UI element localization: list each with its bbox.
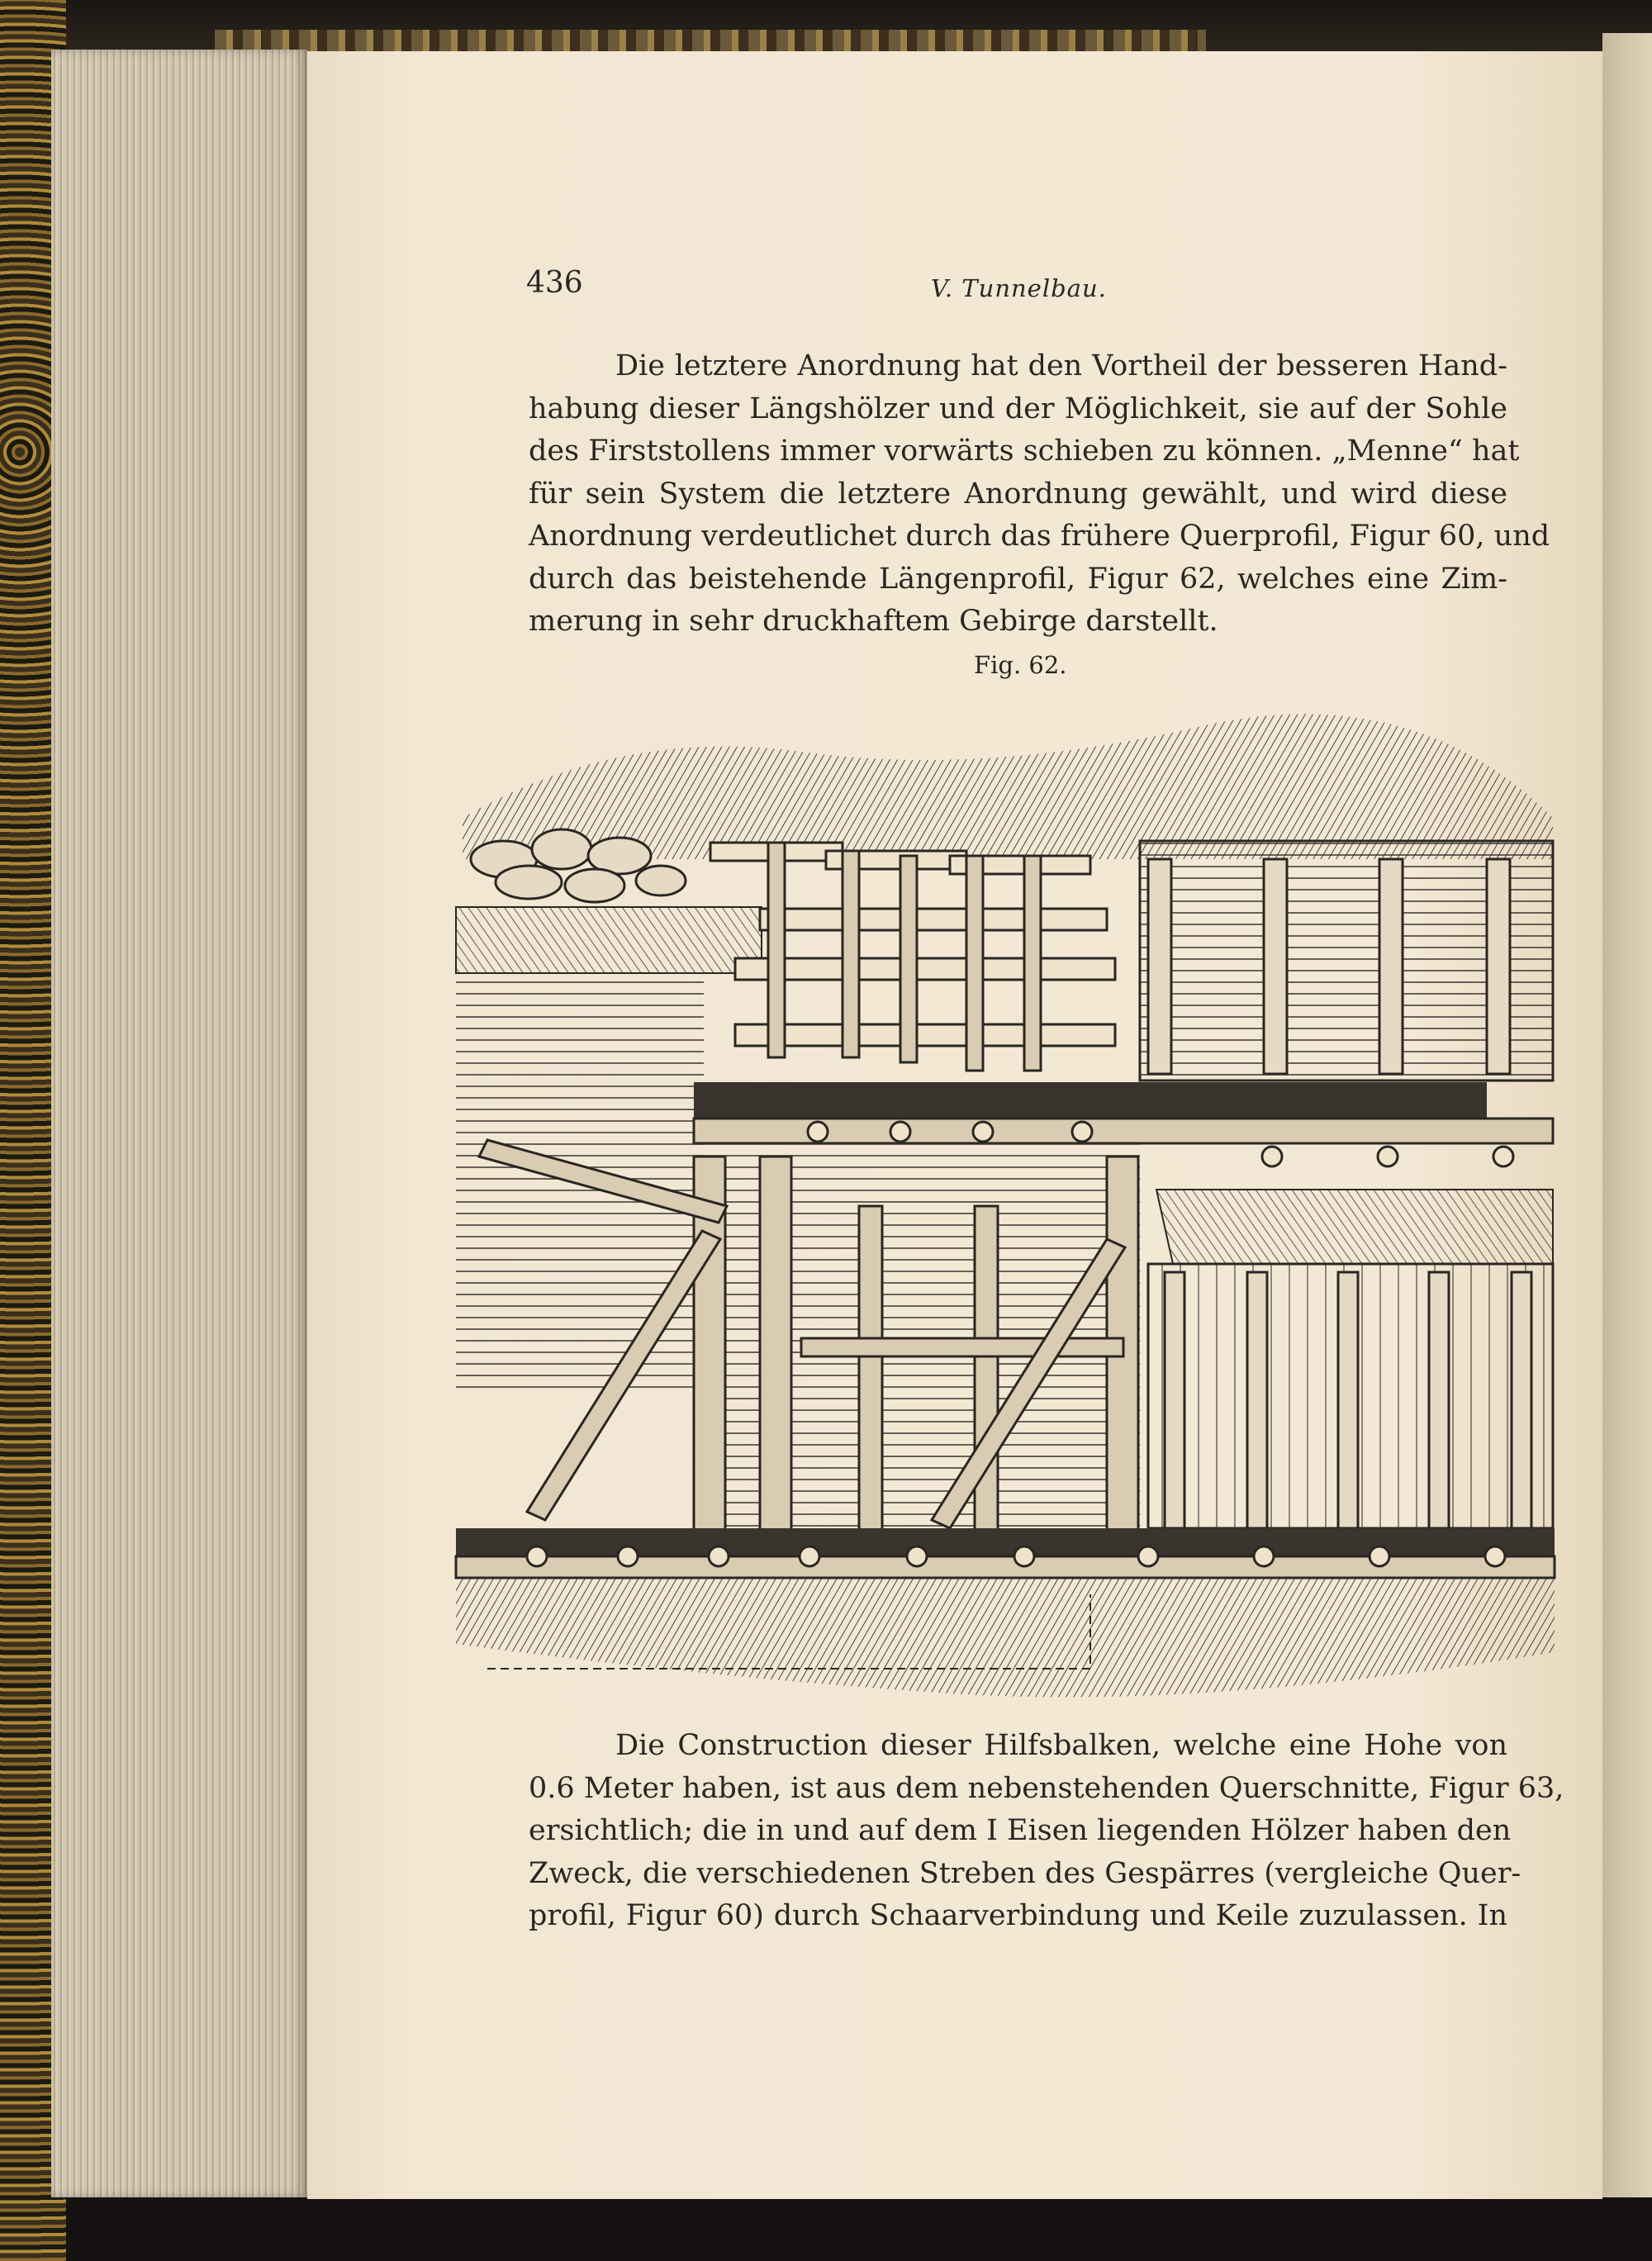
paragraph-1	[529, 345, 1550, 644]
text-line: des Firststollens immer vorwärts schieben zu können. „Menne“ hat	[529, 435, 1520, 468]
text-line: 0.6 Meter haben, ist aus dem nebenstehenden Querschnitte, Figur 63,	[529, 1771, 1564, 1805]
page-number: 436	[526, 266, 583, 300]
text-line: Anordnung verdeutlichet durch das frühere Querprofil, Figur 60, und	[529, 520, 1550, 553]
right-page-edge	[1602, 33, 1652, 2197]
marbled-edge	[215, 30, 1206, 51]
tunnel-timbering-engraving	[454, 694, 1563, 1735]
text-line: Die letztere Anordnung hat den Vortheil der besseren Hand-	[615, 349, 1507, 382]
section-title: V. Tunnelbau.	[931, 274, 1107, 302]
text-line: für sein System die letztere Anordnung gewählt, und wird diese	[529, 477, 1507, 511]
text-line: profil, Figur 60) durch Schaarverbindung und Keile zuzulassen. In	[529, 1899, 1507, 1932]
text-line: habung dieser Längshölzer und der Möglichkeit, sie auf der Sohle	[529, 392, 1507, 425]
page-stack	[51, 50, 307, 2197]
figure-caption: Fig. 62.	[974, 651, 1067, 679]
text-line: Zweck, die verschiedenen Streben des Gespärres (vergleiche Quer-	[529, 1856, 1521, 1890]
top-binding	[66, 0, 1652, 51]
text-line: durch das beistehende Längenprofil, Figur 62, welches eine Zim-	[529, 562, 1507, 596]
paragraph-2	[529, 1725, 1564, 1938]
running-head	[526, 266, 1652, 316]
text-line: merung in sehr druckhaftem Gebirge darstellt.	[529, 605, 1218, 638]
text-line: Die Construction dieser Hilfsbalken, welche eine Hohe von	[615, 1729, 1507, 1762]
text-line: ersichtlich; die in und auf dem I Eisen liegenden Hölzer haben den	[529, 1814, 1512, 1847]
